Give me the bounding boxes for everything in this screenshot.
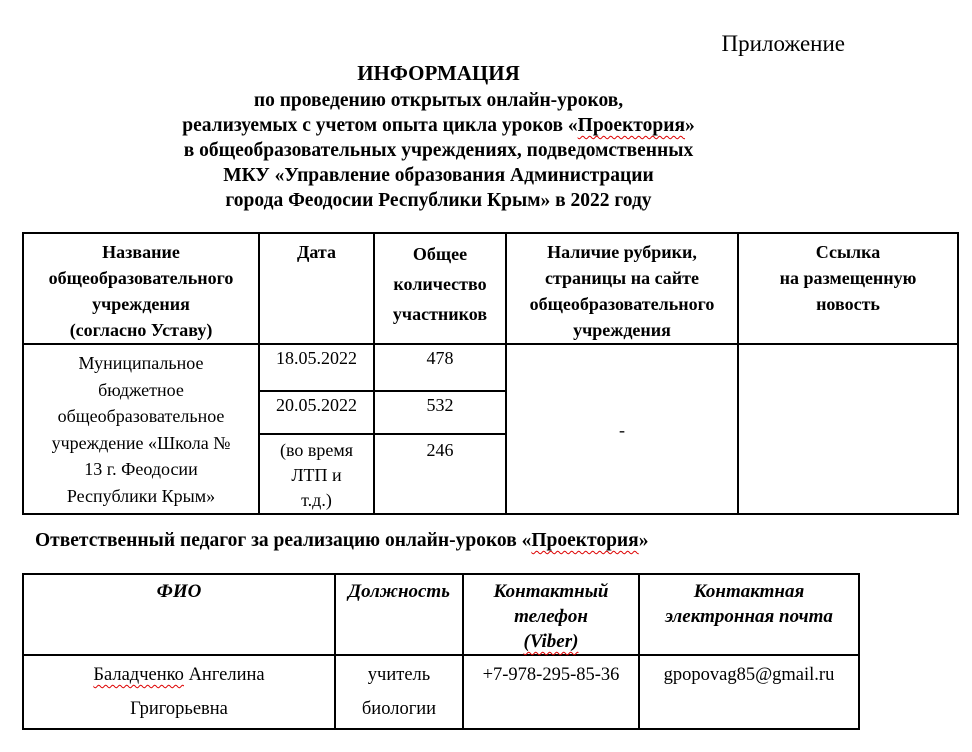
header-participants-line: количество (393, 274, 487, 294)
contact-table-data-row (23, 655, 859, 729)
link-value-cell (738, 344, 958, 514)
header-school-name-line: (согласно Уставу) (69, 320, 213, 340)
teacher-name-rest: Ангелина (183, 665, 265, 685)
teacher-email-cell: gpopovag85@gmail.ru (639, 655, 859, 729)
date-cell-3-line: ЛТП и (291, 465, 342, 485)
heading-line-5: города Феодосии Республики Крым» в 2022 году (225, 190, 652, 211)
date-cell-3 (259, 434, 374, 514)
lessons-table (22, 232, 959, 515)
header-rubric-line: учреждения (573, 320, 671, 340)
participants-cell-1: 478 (374, 344, 506, 391)
header-phone (463, 574, 639, 655)
header-position: Должность (335, 574, 463, 655)
header-school-name (23, 233, 259, 344)
header-participants (374, 233, 506, 344)
school-name-line: Республики Крым» (66, 485, 216, 506)
header-rubric-line: страницы на сайте (544, 268, 699, 288)
lessons-table-header-row (23, 233, 958, 344)
responsible-teacher-line (35, 528, 648, 553)
heading-line-2-prefix: реализуемых с учетом опыта цикла уроков « (182, 115, 578, 136)
header-link-line: Ссылка (815, 242, 881, 262)
school-name-cell (23, 344, 259, 514)
school-name-line: учреждение «Школа № (51, 432, 231, 453)
responsible-suffix: » (638, 530, 649, 551)
header-link (738, 233, 958, 344)
participants-cell-3: 246 (374, 434, 506, 514)
header-email (639, 574, 859, 655)
teacher-phone-cell: +7-978-295-85-36 (463, 655, 639, 729)
responsible-prefix: Ответственный педагог за реализацию онлайн-уроков « (35, 530, 532, 551)
header-email-line: Контактная (693, 581, 805, 602)
header-rubric (506, 233, 738, 344)
header-participants-line: участников (392, 304, 488, 324)
teacher-contact-table (22, 573, 860, 730)
header-email-line: электронная почта (665, 606, 833, 627)
heading-line-3: в общеобразовательных учреждениях, подведомственных (183, 140, 694, 161)
appendix-label: Приложение (721, 31, 845, 56)
header-link-line: на размещенную (779, 268, 917, 288)
heading-line-4: МКУ «Управление образования Администрации (223, 165, 654, 186)
teacher-position-line: биологии (361, 699, 437, 719)
header-rubric-line: общеобразовательного (529, 294, 715, 314)
school-name-line: Муниципальное (78, 353, 204, 373)
header-fio: ФИО (23, 574, 335, 655)
date-cell-3-line: (во время (279, 440, 354, 460)
header-school-name-line: общеобразовательного (48, 268, 234, 288)
header-school-name-line: учреждения (92, 294, 190, 314)
rubric-value-cell: - (506, 344, 738, 514)
participants-cell-2: 532 (374, 391, 506, 434)
heading-line-2-misspelled-word: Проектория (577, 115, 686, 136)
heading-line-2 (22, 113, 855, 138)
header-school-name-line: Название (102, 242, 180, 262)
header-phone-line: телефон (514, 606, 588, 627)
lessons-table-row-1 (23, 344, 958, 391)
school-name-line: общеобразовательное (57, 406, 225, 426)
document-heading (22, 60, 855, 213)
heading-line-2-suffix: » (685, 115, 695, 136)
header-phone-line: Контактный (493, 581, 609, 602)
teacher-name-cell (23, 655, 335, 729)
heading-title: ИНФОРМАЦИЯ (357, 61, 520, 85)
school-name-line: бюджетное (98, 379, 184, 400)
header-phone-viber-misspelled: (Viber) (523, 631, 579, 652)
header-link-line: новость (816, 294, 880, 314)
date-cell-2: 20.05.2022 (259, 391, 374, 434)
header-rubric-line: Наличие рубрики, (547, 242, 697, 262)
heading-line-1: по проведению открытых онлайн-уроков, (253, 90, 624, 111)
header-participants-line: Общее (412, 244, 468, 264)
date-cell-3-line: т.д.) (301, 490, 332, 510)
teacher-name-line-1 (24, 658, 334, 692)
header-date: Дата (259, 233, 374, 344)
responsible-misspelled-word: Проектория (531, 530, 639, 551)
contact-table-header-row (23, 574, 859, 655)
school-name-line: 13 г. Феодосии (84, 459, 198, 479)
date-cell-1: 18.05.2022 (259, 344, 374, 391)
teacher-surname-misspelled: Баладченко (93, 665, 184, 685)
teacher-position-line: учитель (367, 665, 431, 685)
teacher-position-cell (335, 655, 463, 729)
teacher-name-line-2: Григорьевна (130, 699, 228, 719)
